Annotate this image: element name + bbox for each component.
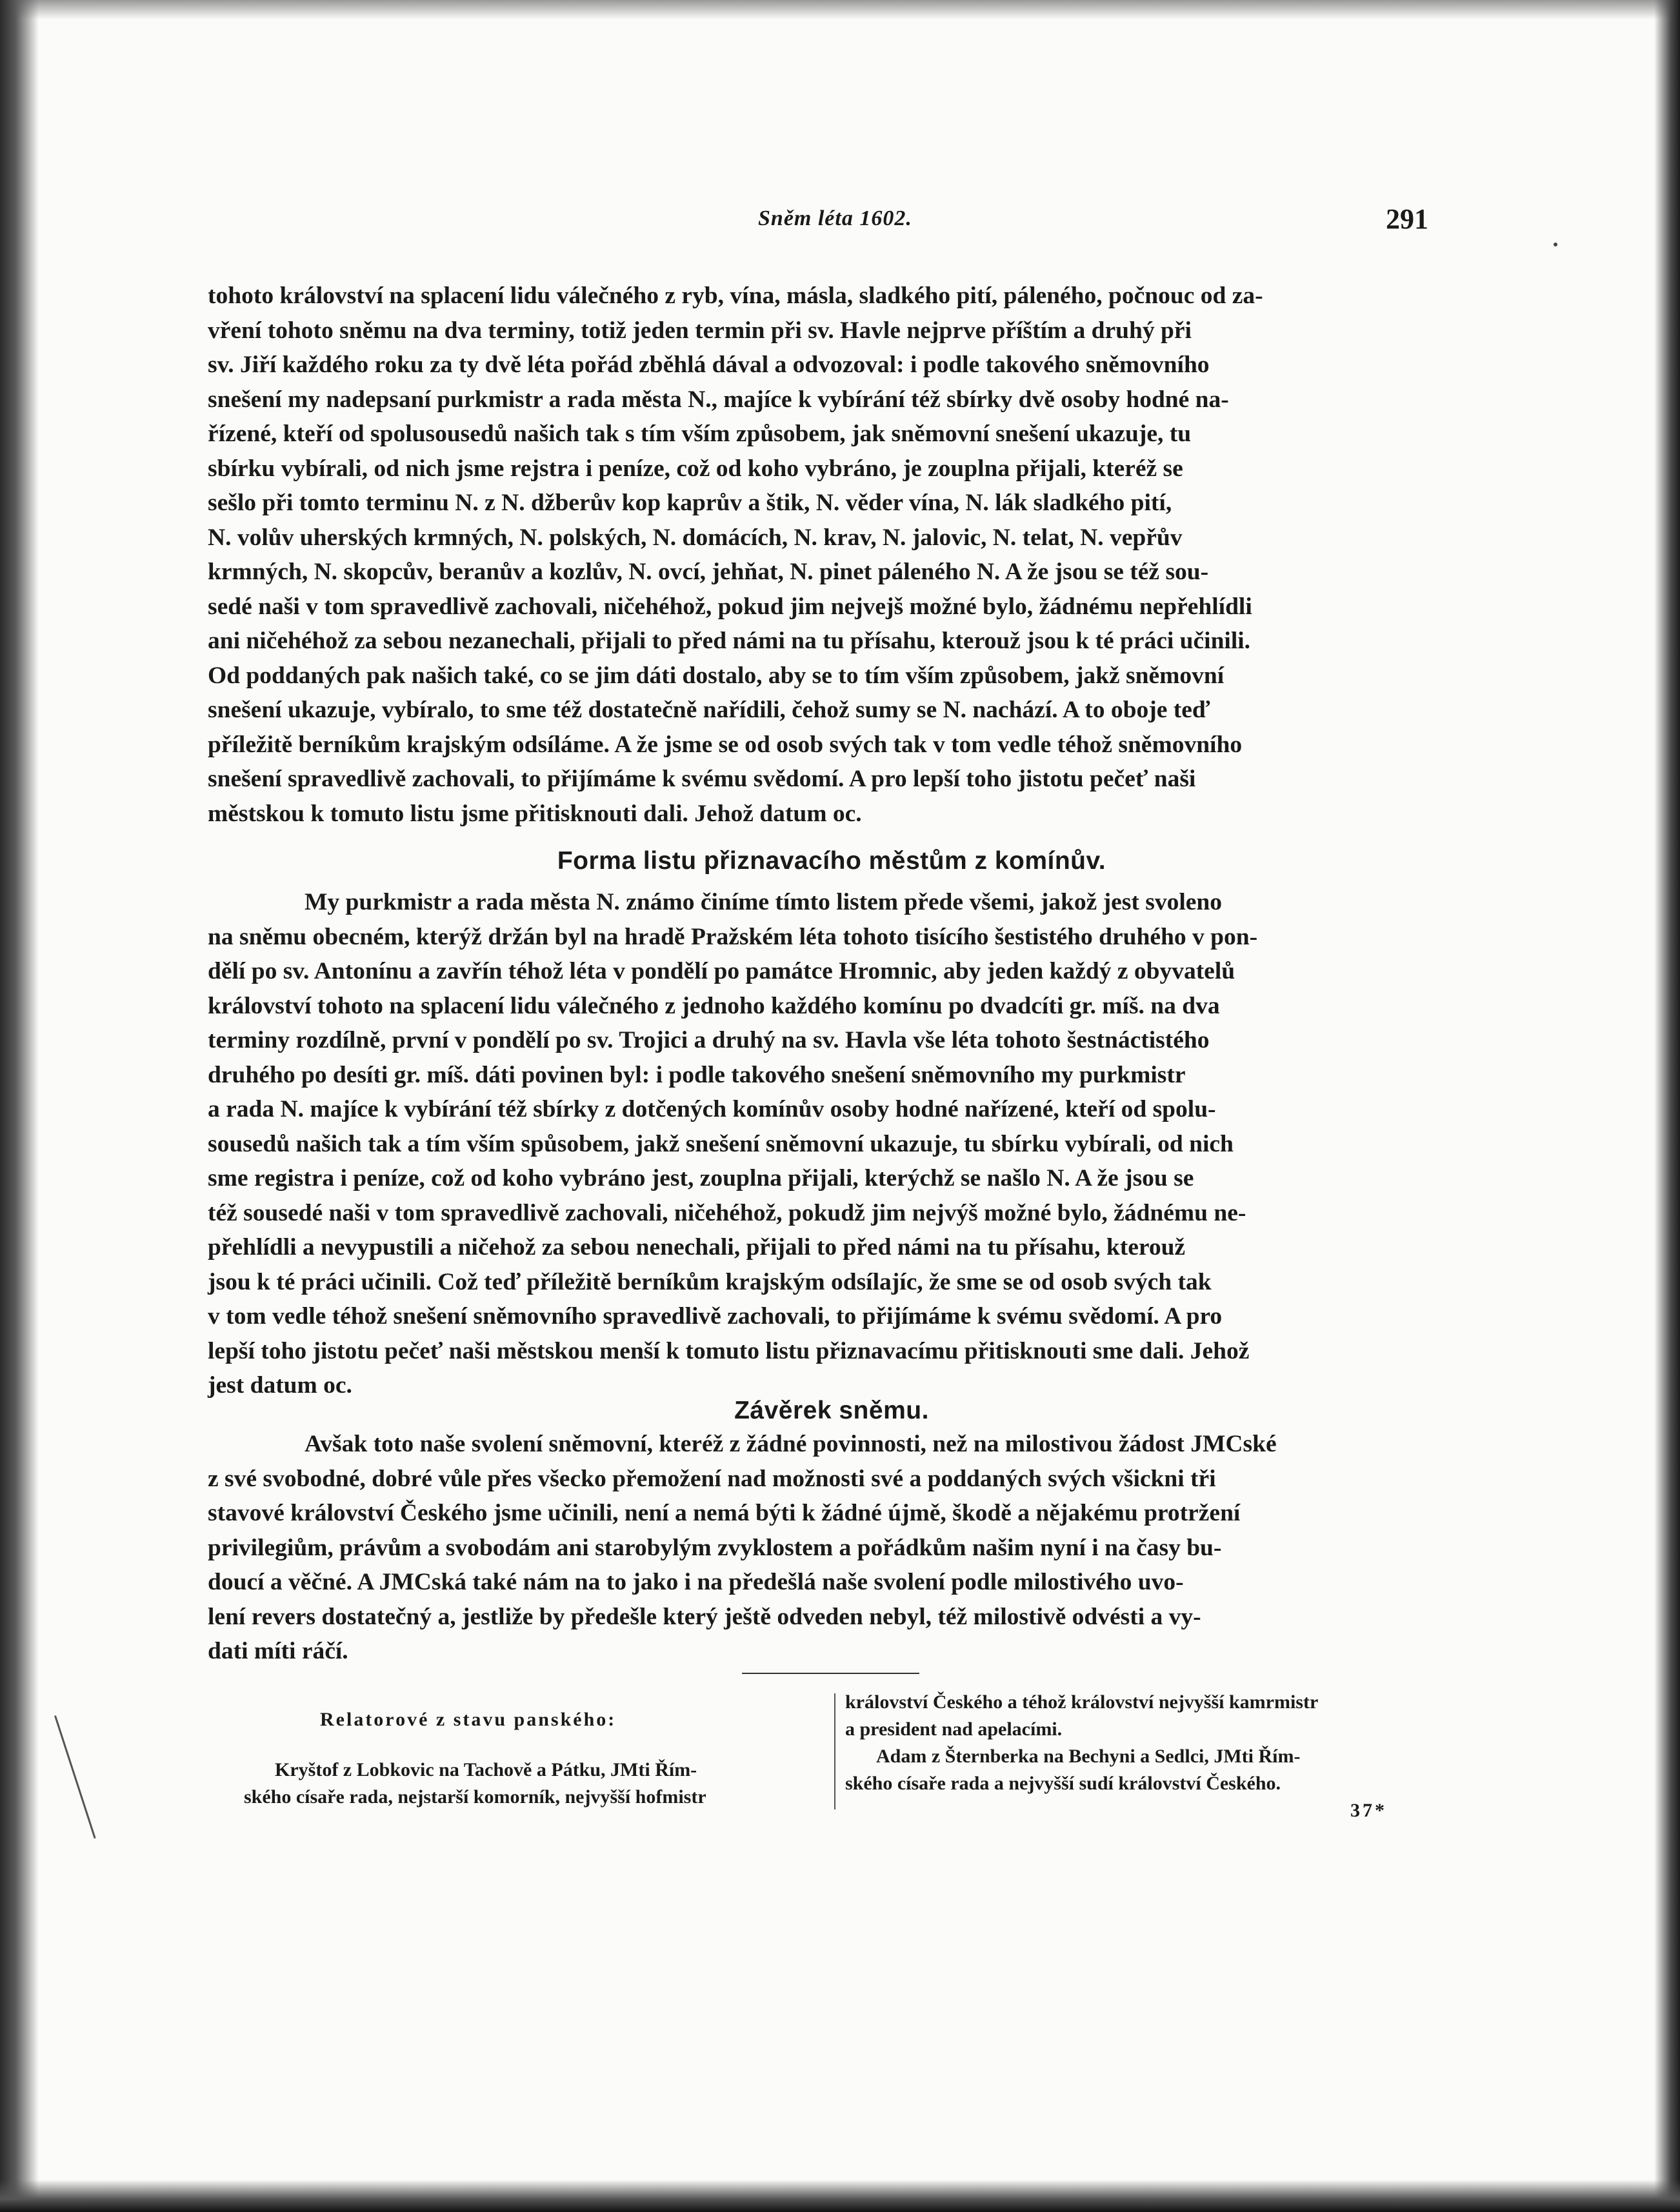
section-heading-forma-listu: Forma listu přiznavacího městům z komínův. <box>557 847 1106 875</box>
text-line: krmných, N. skopcův, beranův a kozlův, N. ovcí, jehňat, N. pinet páleného N. A že jsou se též sou- <box>208 559 1209 585</box>
text-line: lení revers dostatečný a, jestliže by předešle který ještě odveden nebyl, též milostivě odvésti a vy- <box>208 1603 1201 1630</box>
text-line: též sousedé naši v tom spravedlivě zachovali, ničehéhož, pokudž jim nejvýš možné bylo, žádnému ne- <box>208 1199 1246 1226</box>
scan-edge-bottom <box>0 2180 1680 2212</box>
column-divider <box>834 1693 835 1809</box>
text-line: Avšak toto naše svolení sněmovní, kteréž z žádné povinnosti, než na milostivou žádost JMCské <box>305 1431 1277 1457</box>
text-line: druhého po desíti gr. míš. dáti povinen byl: i podle takového snešení sněmovního my purkmistr <box>208 1061 1186 1088</box>
text-line: Od poddaných pak našich také, co se jim dáti dostalo, aby se to tím vším způsobem, jakž sněmovní <box>208 662 1225 689</box>
body-paragraph-3 <box>208 1427 1455 1669</box>
running-head: Sněm léta 1602. <box>758 206 912 230</box>
text-line: sv. Jiří každého roku za ty dvě léta pořád zběhlá dával a odvozoval: i podle takového sněmovního <box>208 352 1210 378</box>
scan-edge-left <box>0 0 39 2212</box>
relatores-title: Relatorové z stavu panského: <box>320 1709 617 1730</box>
text-line: doucí a věčné. A JMCská také nám na to jako i na předešlá naše svolení podle milostivého uvo- <box>208 1569 1184 1595</box>
text-line: snešení my nadepsaní purkmistr a rada města N., majíce k vybírání též sbírky dvě osoby hodné na- <box>208 386 1229 413</box>
text-line: městskou k tomuto listu jsme přitisknouti dali. Jehož datum oc. <box>208 800 862 827</box>
section-divider-rule <box>742 1673 919 1674</box>
relator-entry-line: ského císaře rada a nejvyšší sudí království Českého. <box>845 1773 1281 1794</box>
relator-continuation-line: království Českého a téhož království nejvyšší kamrmistr <box>845 1691 1319 1713</box>
scan-edge-top <box>0 0 1680 19</box>
text-line: ani ničehéhož za sebou nezanechali, přijali to před námi na tu přísahu, kterouž jsou k té práci učinili. <box>208 628 1251 654</box>
text-line: sme registra i peníze, což od koho vybráno jest, zouplna přijali, kterýchž se našlo N. A že jsou se <box>208 1165 1194 1191</box>
text-line: dati míti ráčí. <box>208 1638 348 1664</box>
text-line: z své svobodné, dobré vůle přes všecko přemožení nad možnosti své a poddaných svých všickni tři <box>208 1465 1216 1492</box>
relator-entry-line: Kryštof z Lobkovic na Tachově a Pátku, JMti Řím- <box>275 1759 697 1780</box>
text-line: a rada N. majíce k vybírání též sbírky z dotčených komínův osoby hodné nařízené, kteří od spolu- <box>208 1096 1216 1122</box>
relator-entry-line: ského císaře rada, nejstarší komorník, nejvyšší hofmistr <box>244 1786 706 1808</box>
page-number: 291 <box>1386 203 1428 235</box>
body-paragraph-2 <box>208 885 1455 1403</box>
text-line: snešení ukazuje, vybíralo, to sme též dostatečně nařídili, čehož sumy se N. nachází. A to oboje teď <box>208 697 1210 723</box>
relatores-left-column <box>244 1706 815 1811</box>
relator-entry-line: Adam z Šternberka na Bechyni a Sedlci, JMti Řím- <box>876 1746 1301 1767</box>
text-line: sousedů našich tak a tím vším spůsobem, jakž snešení sněmovní ukazuje, tu sbírku vybírali, od nich <box>208 1130 1234 1157</box>
text-line: jsou k té práci učinili. Což teď příležitě berníkům krajským odsílajíc, že sme se od osob svých tak <box>208 1268 1212 1295</box>
text-line: snešení spravedlivě zachovali, to přijímáme k svému svědomí. A pro lepší toho jistotu pečeť naši <box>208 766 1196 792</box>
text-line: tohoto království na splacení lidu válečného z ryb, vína, másla, sladkého pití, páleného, počnouc od za- <box>208 283 1263 309</box>
text-line: sbírku vybírali, od nich jsme rejstra i peníze, což od koho vybráno, je zouplna přijali, kteréž se <box>208 455 1183 482</box>
text-line: My purkmistr a rada města N. známo činíme tímto listem přede všemi, jakož jest svoleno <box>305 889 1222 915</box>
text-line: vření tohoto sněmu na dva terminy, totiž jeden termin při sv. Havle nejprve příštím a druhý při <box>208 317 1192 344</box>
text-line: terminy rozdílně, první v pondělí po sv. Trojici a druhý na sv. Havla vše léta tohoto šestnáctistého <box>208 1027 1210 1053</box>
scan-artifact-dot <box>1554 243 1557 246</box>
text-line: řízené, kteří od spolusousedů našich tak s tím vším způsobem, jak sněmovní snešení ukazuje, tu <box>208 421 1192 447</box>
text-line: lepší toho jistotu pečeť naši městskou menší k tomuto listu přiznavacímu přitisknouti sme dali. Jehož <box>208 1337 1250 1364</box>
scan-edge-right <box>1654 0 1680 2212</box>
text-line: v tom vedle téhož snešení sněmovního spravedlivě zachovali, to přijímáme k svému svědomí. A pro <box>208 1303 1223 1330</box>
section-heading-zaverek: Závěrek sněmu. <box>734 1397 929 1424</box>
text-line: příležitě berníkům krajským odsíláme. A že jsme se od osob svých tak v tom vedle téhož sněmovního <box>208 731 1243 758</box>
text-line: stavové království Českého jsme učinili, není a nemá býti k žádné újmě, škodě a nějakému protržení <box>208 1500 1241 1526</box>
body-paragraph-1 <box>208 279 1455 831</box>
text-line: sešlo při tomto terminu N. z N. džberův kop kaprův a štik, N. věder vína, N. lák sladkého pití, <box>208 490 1172 516</box>
scan-artifact-line <box>54 1715 96 1838</box>
relator-continuation-line: a president nad apelacími. <box>845 1719 1063 1740</box>
text-line: dělí po sv. Antonínu a zavřín téhož léta v pondělí po památce Hromnic, aby jeden každý z obyvatelů <box>208 958 1235 984</box>
text-line: na sněmu obecném, kterýž držán byl na hradě Pražském léta tohoto tisícího šestistého druhého v pon- <box>208 923 1258 950</box>
text-line: přehlídli a nevypustili a ničehož za sebou nenechali, přijali to před námi na tu přísahu, kterouž <box>208 1234 1186 1260</box>
text-line: jest datum oc. <box>208 1372 352 1399</box>
text-line: N. volův uherských krmných, N. polských, N. domácích, N. krav, N. jalovic, N. telat, N. vepřův <box>208 524 1183 551</box>
text-line: privilegiům, právům a svobodám ani starobylým zvyklostem a pořádkům našim nyní i na časy bu- <box>208 1534 1222 1561</box>
text-line: království tohoto na splacení lidu válečného z jednoho každého komínu po dvadcíti gr. míš. na dva <box>208 992 1220 1019</box>
relatores-right-column <box>845 1689 1455 1824</box>
text-line: sedé naši v tom spravedlivě zachovali, ničehéhož, pokud jim nejvejš možné bylo, žádnému nepřehlídli <box>208 593 1252 620</box>
printer-signature-mark: 37* <box>1350 1800 1387 1821</box>
